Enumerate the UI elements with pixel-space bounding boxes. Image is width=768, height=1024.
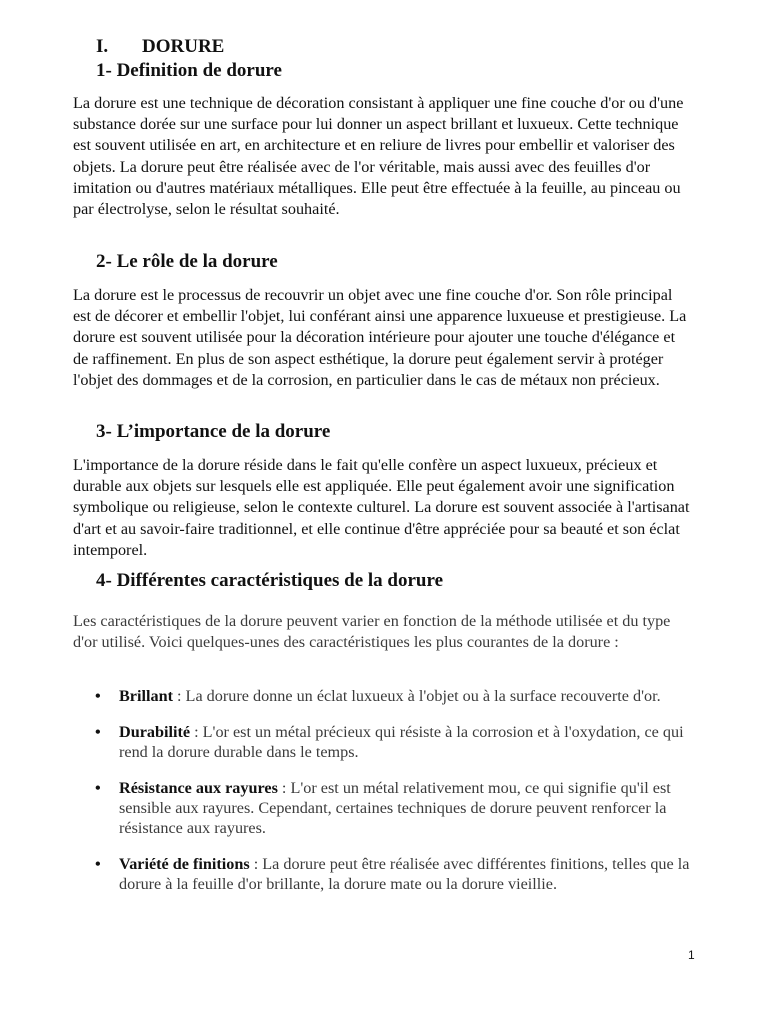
paragraph-characteristics-intro: Les caractéristiques de la dorure peuvent varier en fonction de la méthode utilisée et du type d'or utilisé. Voici quelques-unes des caractéristiques les plus courantes de la dorure : xyxy=(73,612,671,652)
title-text: DORURE xyxy=(142,36,225,57)
title-number: I. xyxy=(96,36,109,57)
list-item xyxy=(92,854,692,894)
bullet-icon: • xyxy=(95,687,101,705)
bullet-icon: • xyxy=(95,722,101,741)
feature-term: Durabilité xyxy=(119,722,191,741)
paragraph-definition: La dorure est une technique de décoration consistant à appliquer une fine couche d'or ou d'une substance dorée sur une surface pour lui donner un aspect brillant et luxueux. Cette technique est souvent utilisée en art, en architecture et en reliure de livres pour embellir et valoriser des objets. La dorure peut être réalisée avec de l'or véritable, mais aussi avec des feuilles d'or imitation ou d'autres matériaux métalliques. Elle peut être effectuée à la feuille, au pinceau ou par électrolyse, selon le résultat souhaité. xyxy=(73,94,684,219)
section-heading-definition: 1- Definition de dorure xyxy=(96,60,282,81)
document-title xyxy=(96,36,224,58)
feature-description: : La dorure donne un éclat luxueux à l'objet ou à la surface recouverte d'or. xyxy=(172,687,661,705)
paragraph-importance: L'importance de la dorure réside dans le fait qu'elle confère un aspect luxueux, précieux et durable aux objets sur lesquels elle est appliquée. Elle peut également avoir une signification symbolique ou religieuse, selon le contexte culturel. La dorure est souvent associée à l'artisanat d'art et au savoir-faire traditionnel, et elle continue d'être appréciée pour sa beauté et son éclat intemporel. xyxy=(73,456,690,559)
bullet-icon: • xyxy=(95,778,101,797)
section-heading-characteristics: 4- Différentes caractéristiques de la dorure xyxy=(96,570,444,591)
list-item xyxy=(92,722,692,762)
page-number: 1 xyxy=(688,948,695,962)
section-heading-role: 2- Le rôle de la dorure xyxy=(96,251,278,272)
bullet-icon: • xyxy=(95,854,101,873)
feature-description: : L'or est un métal précieux qui résiste à la corrosion et à l'oxydation, ce qui rend la dorure durable dans le temps. xyxy=(119,722,684,761)
paragraph-role: La dorure est le processus de recouvrir un objet avec une fine couche d'or. Son rôle principal est de décorer et embellir l'objet, lui conférant ainsi une apparence luxueuse et prestigieuse. La dorure est souvent utilisée pour la décoration intérieure pour ajouter une touche d'élégance et de raffinement. En plus de son aspect esthétique, la dorure peut également servir à protéger l'objet des dommages et de la corrosion, en particulier dans le cas de métaux non précieux. xyxy=(73,286,687,389)
section-heading-importance: 3- L’importance de la dorure xyxy=(96,421,331,442)
feature-description: : La dorure peut être réalisée avec différentes finitions, telles que la dorure à la feuille d'or brillante, la dorure mate ou la dorure vieillie. xyxy=(119,854,690,893)
feature-description: : L'or est un métal relativement mou, ce qui signifie qu'il est sensible aux rayures. Cependant, certaines techniques de dorure peuvent renforcer la résistance aux rayures. xyxy=(119,778,671,838)
feature-term: Variété de finitions xyxy=(119,854,250,873)
feature-term: Résistance aux rayures xyxy=(119,778,278,797)
list-item xyxy=(92,778,692,839)
feature-term: Brillant xyxy=(119,687,173,705)
characteristics-list xyxy=(92,686,692,910)
list-item xyxy=(92,686,692,706)
